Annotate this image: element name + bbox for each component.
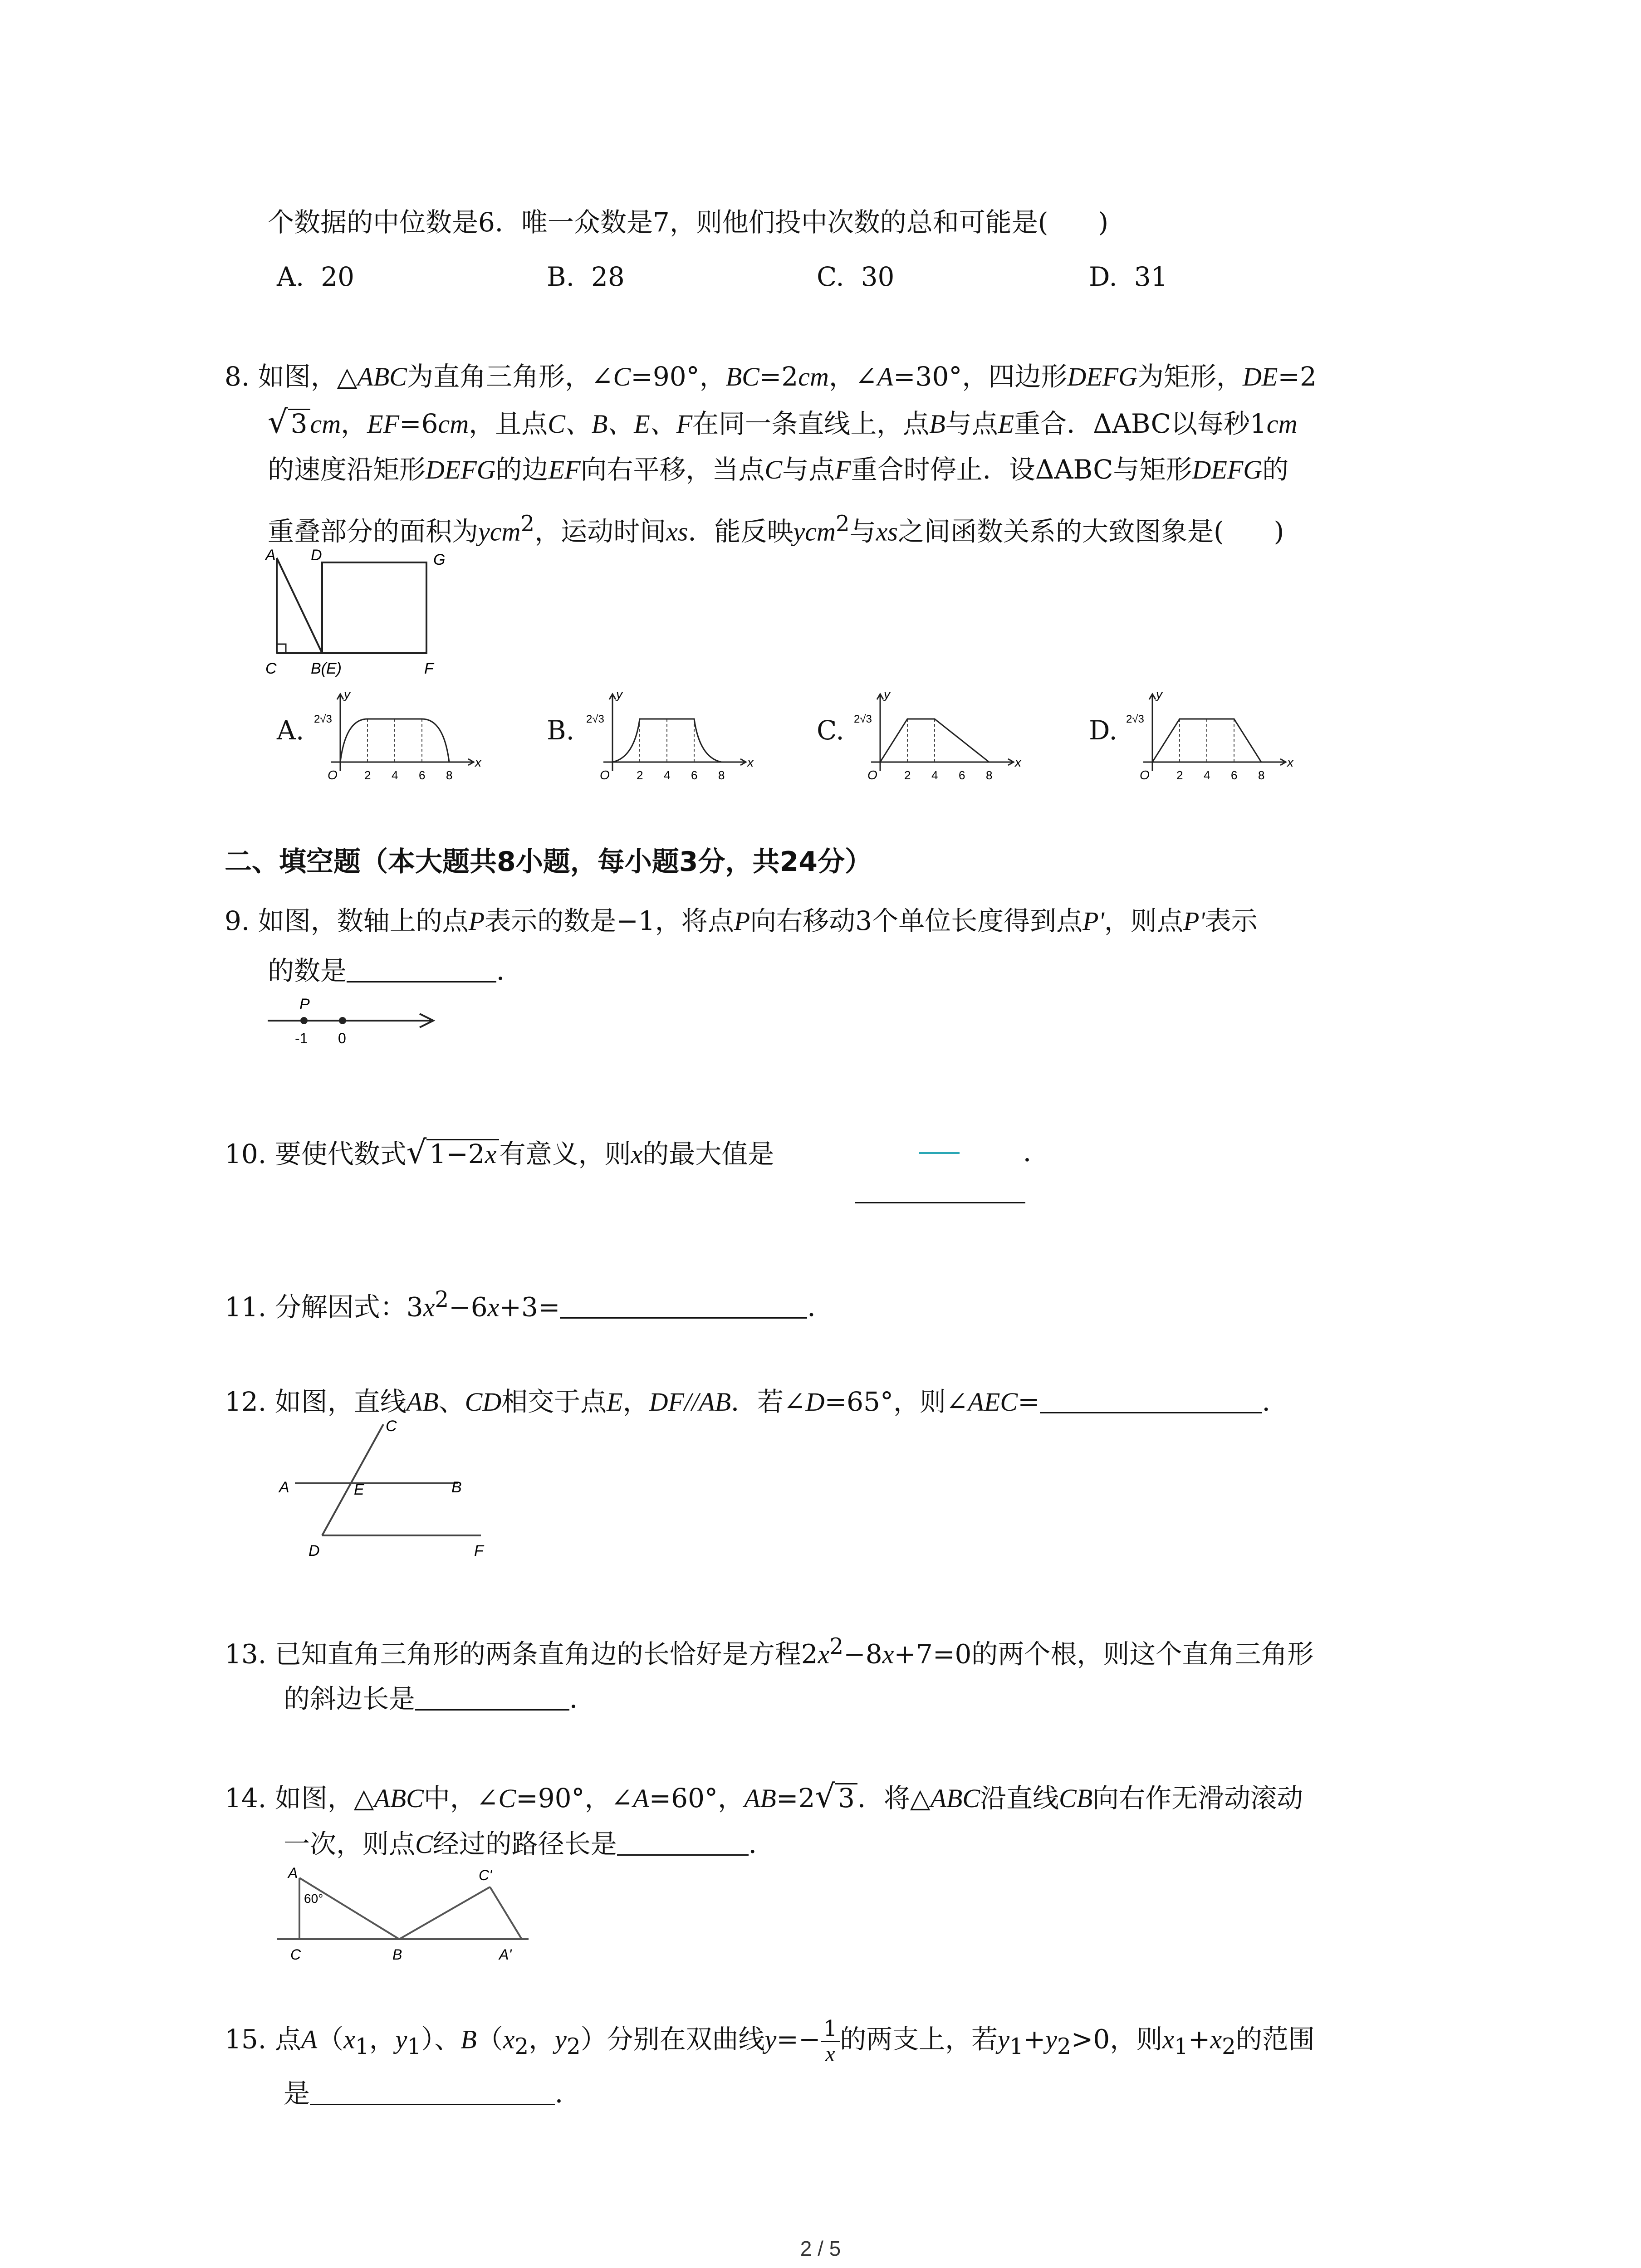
q12-figure: [272, 1415, 508, 1569]
graph-y-mark-label: 2√3: [1126, 713, 1144, 725]
q14-label-c-prime: C': [479, 1867, 492, 1883]
q15-line-2: 是 ．: [284, 2075, 581, 2112]
q11-answer-blank[interactable]: [560, 1290, 807, 1319]
graph-y-mark-label: 2√3: [586, 713, 604, 725]
section-2-title: 二、填空题（本大题共8小题，每小题3分，共24分）: [225, 846, 872, 878]
q8-fig-label-d: D: [311, 547, 322, 564]
graph-tick-label: 6: [419, 768, 426, 782]
graph-y-mark-label: 2√3: [854, 713, 872, 725]
graph-y-label: y: [1156, 687, 1162, 701]
q9-line-2: 的数是 ．: [268, 953, 523, 989]
graph-x-label: x: [475, 755, 481, 769]
q8-option-d-label: D.: [1089, 715, 1117, 746]
q14-label-b: B: [392, 1946, 402, 1963]
graph-tick-label: 8: [718, 768, 725, 782]
q13-line-1: 13. 已知直角三角形的两条直角边的长恰好是方程$2x^2-8x+7=0$的两个根，则这个直角三角形: [225, 1634, 1314, 1670]
graph-tick-label: 2: [364, 768, 371, 782]
graph-origin-label: O: [867, 768, 877, 782]
q14-answer-blank[interactable]: [617, 1827, 749, 1856]
q9-label-zero: 0: [338, 1030, 346, 1046]
q14-line-2: 一次，则点C经过的路径长是 ．: [284, 1826, 775, 1862]
q12-label-c: C: [386, 1418, 397, 1435]
q8-fig-label-f: F: [424, 660, 434, 677]
graph-tick-label: 4: [1204, 768, 1210, 782]
graph-tick-label: 8: [446, 768, 453, 782]
q7-option-a: A. 20: [277, 261, 355, 292]
graph-tick-label: 4: [392, 768, 398, 782]
q9-label-minus-one: -1: [295, 1030, 308, 1046]
q8-figure: [259, 544, 467, 685]
q8-fig-label-c: C: [265, 660, 277, 677]
q14-label-a: A: [288, 1865, 298, 1881]
q14-label-c: C: [290, 1946, 301, 1963]
q9-number-line: [263, 993, 454, 1052]
q14-line-1: 14. 如图，△ABC中，∠C=90°，∠A=60°，AB=2√ 3 ．将△ABC沿直线CB向右作无滑动滚动: [225, 1778, 1303, 1815]
graph-origin-label: O: [600, 768, 610, 782]
graph-tick-label: 6: [691, 768, 698, 782]
q15-answer-blank[interactable]: [310, 2077, 555, 2105]
q8-line-2: √ 3 cm，EF=6cm，且点C、B、E、F在同一条直线上，点B与点E重合．ΔABC以每秒1cm: [268, 403, 1298, 440]
q8-option-a-label: A.: [277, 715, 304, 746]
graph-tick-label: 2: [904, 768, 911, 782]
q8-graph-c: [853, 669, 1021, 787]
q7-line: 个数据的中位数是6．唯一众数是7，则他们投中次数的总和可能是( ): [268, 207, 1109, 238]
q7-option-c: C. 30: [817, 261, 895, 292]
q10-answer-blank[interactable]: [855, 1202, 1025, 1203]
graph-tick-label: 8: [1258, 768, 1265, 782]
q8-graph-d: [1125, 669, 1293, 787]
q12-label-e: E: [354, 1481, 364, 1498]
q10-line: 10. 要使代数式√ 1−2x 有意义，则x的最大值是: [225, 1134, 774, 1171]
q8-graph-a: [313, 669, 481, 787]
q15-line-1: 15. 点$A(x_1$，$y_1$）、$B(x_2$，$y_2$）分别在双曲线y=− $\frac{1}{x}$ 的两支上，若$y_1+y_2>0$，则$x_1+x_2$的范围: [225, 2016, 1315, 2066]
q8-option-c-label: C.: [817, 715, 844, 746]
q9-line-1: 9. 如图，数轴上的点P表示的数是−1，将点P向右移动3个单位长度得到点P'，则点P'表示: [225, 905, 1258, 936]
q12-answer-blank[interactable]: [1040, 1385, 1262, 1413]
q8-fig-label-a: A: [265, 547, 276, 564]
graph-x-label: x: [1287, 755, 1293, 769]
graph-y-mark-label: 2√3: [314, 713, 332, 725]
q10-end: ．: [1023, 1137, 1050, 1168]
graph-tick-label: 2: [1176, 768, 1183, 782]
graph-x-label: x: [1015, 755, 1021, 769]
q13-answer-blank[interactable]: [415, 1682, 569, 1711]
q8-graph-b: [585, 669, 754, 787]
graph-tick-label: 2: [637, 768, 643, 782]
q12-label-a: A: [279, 1479, 289, 1496]
q12-label-b: B: [451, 1479, 462, 1496]
q13-line-2: 的斜边长是 ．: [284, 1681, 596, 1717]
q12-line: 12. 如图，直线AB、CD相交于点E，DF//AB．若∠D=65°，则∠AEC= ．: [225, 1383, 1288, 1420]
q14-figure: [277, 1860, 531, 1969]
q14-label-60deg: 60°: [304, 1892, 323, 1906]
q14-label-a-prime: A': [499, 1946, 512, 1963]
q7-option-d: D. 31: [1089, 261, 1168, 292]
q8-fig-label-g: G: [433, 551, 446, 568]
q8-option-b-label: B.: [547, 715, 575, 746]
q12-label-d: D: [309, 1542, 320, 1559]
graph-origin-label: O: [328, 768, 338, 782]
graph-y-label: y: [616, 687, 622, 701]
q8-line-4: 重叠部分的面积为ycm$^2$，运动时间xs．能反映ycm$^2$与xs之间函数关系的大致图象是( ): [268, 511, 1284, 547]
q11-line: 11. 分解因式：$3x^2-6x+3=$ ．: [225, 1287, 834, 1323]
graph-origin-label: O: [1140, 768, 1150, 782]
q8-line-1: 8. 如图，△ABC为直角三角形，∠C=90°，BC=2cm，∠A=30°，四边形DEFG为矩形，DE=2: [225, 361, 1317, 392]
q9-label-p: P: [299, 996, 310, 1013]
q7-option-b: B. 28: [547, 261, 625, 292]
q8-fig-label-be: B(E): [311, 660, 342, 677]
page-number: 2 / 5: [800, 2237, 841, 2260]
graph-tick-label: 6: [959, 768, 965, 782]
graph-tick-label: 4: [664, 768, 671, 782]
graph-x-label: x: [747, 755, 754, 769]
q8-line-3: 的速度沿矩形DEFG的边EF向右平移，当点C与点F重合时停止．设ΔABC与矩形DEFG的: [268, 454, 1289, 485]
graph-y-label: y: [884, 687, 890, 701]
graph-y-label: y: [344, 687, 350, 701]
q12-label-f: F: [474, 1542, 484, 1559]
graph-tick-label: 4: [931, 768, 938, 782]
q10-cyan-dash: [919, 1152, 960, 1154]
graph-tick-label: 6: [1231, 768, 1238, 782]
graph-tick-label: 8: [986, 768, 993, 782]
q9-answer-blank[interactable]: [347, 954, 496, 982]
